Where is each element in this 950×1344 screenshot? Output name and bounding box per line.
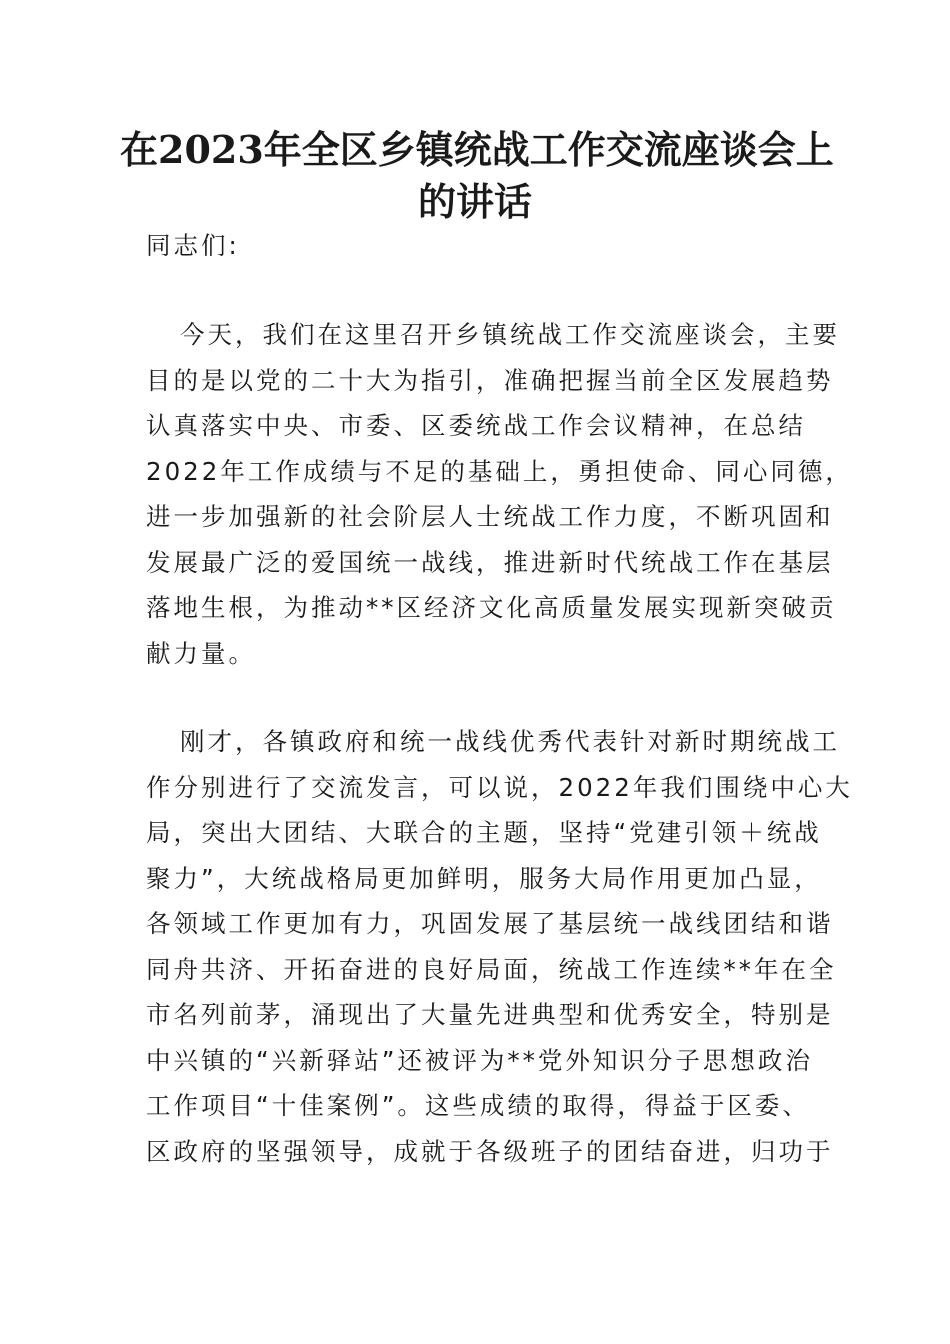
paragraph-line: 刚才，各镇政府和统一战线优秀代表针对新时期统战工 <box>180 727 840 756</box>
paragraph-line: 发展最广泛的爱国统一战线，推进新时代统战工作在基层 <box>146 547 834 577</box>
paragraph-line: 今天，我们在这里召开乡镇统战工作交流座谈会，主要 <box>180 320 840 349</box>
salutation-text: 同志们: <box>146 231 240 260</box>
paragraph-line: 目的是以党的二十大为指引，准确把握当前全区发展趋势 <box>146 365 834 395</box>
paragraph-line: 落地生根，为推动**区经济文化高质量发展实现新突破贡 <box>146 593 837 622</box>
title-line-1: 在2023年全区乡镇统战工作交流座谈会上 <box>120 127 834 172</box>
paragraph-line: 市名列前茅，涌现出了大量先进典型和优秀安全，特别是 <box>146 1000 834 1029</box>
paragraph-line: 各领域工作更加有力，巩固发展了基层统一战线团结和谐 <box>146 909 834 938</box>
title-line-2: 的讲话 <box>417 179 532 224</box>
paragraph-line: 工作项目“十佳案例”。这些成绩的取得，得益于区委、 <box>146 1091 810 1120</box>
paragraph-line: 聚力”，大统战格局更加鲜明，服务大局作用更加凸显， <box>146 863 822 893</box>
paragraph-line: 2022年工作成绩与不足的基础上，勇担使命、同心同德， <box>146 456 853 486</box>
paragraph-line: 区政府的坚强领导，成就于各级班子的团结奋进，归功于 <box>146 1136 834 1166</box>
paragraph-line: 中兴镇的“兴新驿站”还被评为**党外知识分子思想政治 <box>146 1045 813 1075</box>
paragraph-2 <box>146 719 853 1174</box>
paragraph-line: 进一步加强新的社会阶层人士统战工作力度，不断巩固和 <box>146 502 834 531</box>
paragraph-line: 作分别进行了交流发言，可以说，2022年我们围绕中心大 <box>146 772 853 802</box>
salutation <box>146 223 806 269</box>
document-title <box>120 124 834 228</box>
paragraph-1 <box>146 312 853 676</box>
paragraph-line: 献力量。 <box>146 638 256 668</box>
paragraph-line: 认真落实中央、市委、区委统战工作会议精神，在总结 <box>146 411 806 440</box>
paragraph-line: 局，突出大团结、大联合的主题，坚持“党建引领＋统战 <box>146 818 822 847</box>
paragraph-line: 同舟共济、开拓奋进的良好局面，统战工作连续**年在全 <box>146 954 837 984</box>
